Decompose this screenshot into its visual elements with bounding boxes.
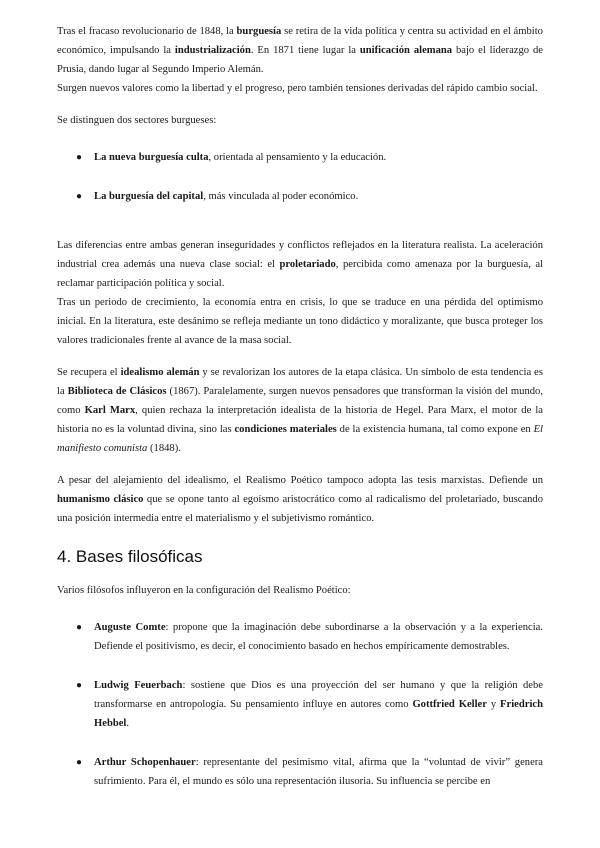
term-unificacion: unificación alemana	[359, 45, 453, 56]
text: (1848).	[147, 443, 181, 454]
text: Tras el fracaso revolucionario de 1848, la	[57, 26, 237, 37]
document-page	[57, 22, 543, 791]
text: (1867). Paralelamente, surgen nuevos pensadores que transforman la visión del mundo, como	[57, 386, 543, 416]
paragraph-idealism	[57, 363, 543, 458]
list-item	[57, 618, 543, 656]
text: que se opone tanto al egoísmo aristocrático como al radicalismo del proletariado, buscando una posición intermedia entre el materialismo y el subjetivismo romántico.	[57, 494, 544, 524]
bullet-icon: ●	[76, 152, 83, 163]
bullet-icon: ●	[76, 680, 83, 691]
text: de la existencia humana, tal como expone en	[336, 424, 534, 435]
term-idealismo: idealismo alemán	[120, 367, 200, 378]
bullet-icon: ●	[76, 191, 83, 202]
author-name: Friedrich Hebbel	[94, 699, 543, 729]
text: se retira de la vida política y centra su actividad en el ámbito económico, impulsando la	[57, 26, 543, 56]
list-item	[57, 676, 543, 733]
text: : sostiene que Dios es una proyección del ser humano y que la religión debe transformarse en antropología. Su pensamiento influye en autores como	[94, 680, 543, 710]
term-biblioteca: Biblioteca de Clásicos	[67, 386, 167, 397]
section-heading: 4. Bases filosóficas	[57, 547, 203, 566]
book-title: El manifiesto comunista	[57, 424, 543, 454]
text: y	[486, 699, 501, 710]
term-proletariado: proletariado	[279, 259, 336, 270]
paragraph-new-values: Surgen nuevos valores como la libertad y el progreso, pero también tensiones derivadas del rápido cambio social.	[57, 83, 538, 94]
section-intro: Varios filósofos influyeron en la configuración del Realismo Poético:	[57, 585, 351, 596]
text: : representante del pesimismo vital, afirma que la “voluntad de vivir” genera sufrimiento. Para él, el mundo es sólo una representación ilusoria. Su influencia se percibe en	[94, 757, 543, 787]
text: .	[126, 718, 130, 729]
term-humanismo: humanismo clásico	[57, 494, 144, 505]
text: bajo el liderazgo de Prusia, dando lugar al Segundo Imperio Alemán.	[57, 45, 543, 75]
text: : propone que la imaginación debe subordinarse a la observación y a la experiencia. Defiende el positivismo, es decir, el conocimiento basado en hechos empíricamente demostrables.	[94, 622, 543, 652]
text: Las diferencias entre ambas generan inseguridades y conflictos reflejados en la literatura realista. La aceleración industrial crea además una nueva clase social: el	[57, 240, 543, 270]
author-name: Gottfried Keller	[412, 699, 487, 710]
bullet-icon: ●	[76, 622, 83, 633]
text: , orientada al pensamiento y la educación.	[208, 152, 387, 163]
text: Se recupera el	[57, 367, 121, 378]
text: , percibida como amenaza por la burguesía, al reclamar participación política y social.	[57, 259, 543, 289]
term-condiciones: condiciones materiales	[234, 424, 337, 435]
paragraph-sectors-intro: Se distinguen dos sectores burgueses:	[57, 115, 217, 126]
sector-name: La nueva burguesía culta	[94, 152, 209, 163]
paragraph-historical-context	[57, 22, 543, 79]
list-item	[57, 187, 543, 206]
philosopher-name: Arthur Schopenhauer	[94, 757, 196, 768]
text: , quien rechaza la interpretación idealista de la historia de Hegel. Para Marx, el motor de la historia no es la voluntad divina, sino las	[57, 405, 543, 435]
sector-name: La burguesía del capital	[94, 191, 204, 202]
sectors-list	[57, 148, 543, 206]
philosopher-name: Ludwig Feuerbach	[94, 680, 183, 691]
paragraph-differences	[57, 236, 543, 293]
text: . En 1871 tiene lugar la	[250, 45, 360, 56]
term-marx: Karl Marx	[84, 405, 136, 416]
philosopher-name: Auguste Comte	[94, 622, 166, 633]
term-industrializacion: industrialización	[174, 45, 251, 56]
term-burguesia: burguesía	[236, 26, 282, 37]
list-item	[57, 753, 543, 791]
paragraph-humanism	[57, 471, 543, 528]
text: A pesar del alejamiento del idealismo, el Realismo Poético tampoco adopta las tesis marxistas. Defiende un	[57, 475, 543, 486]
text: , más vinculada al poder económico.	[203, 191, 359, 202]
list-item	[57, 148, 543, 167]
philosophers-list	[57, 618, 543, 791]
bullet-icon: ●	[76, 757, 83, 768]
text: y se revalorizan los autores de la etapa clásica. Un símbolo de esta tendencia es la	[57, 367, 543, 397]
paragraph-crisis: Tras un periodo de crecimiento, la economía entra en crisis, lo que se traduce en una pérdida del optimismo inicial. En la literatura, este desánimo se refleja mediante un tono didáctico y moralizante, que busca proteger los valores tradicionales frente al avance de la masa social.	[57, 297, 543, 346]
